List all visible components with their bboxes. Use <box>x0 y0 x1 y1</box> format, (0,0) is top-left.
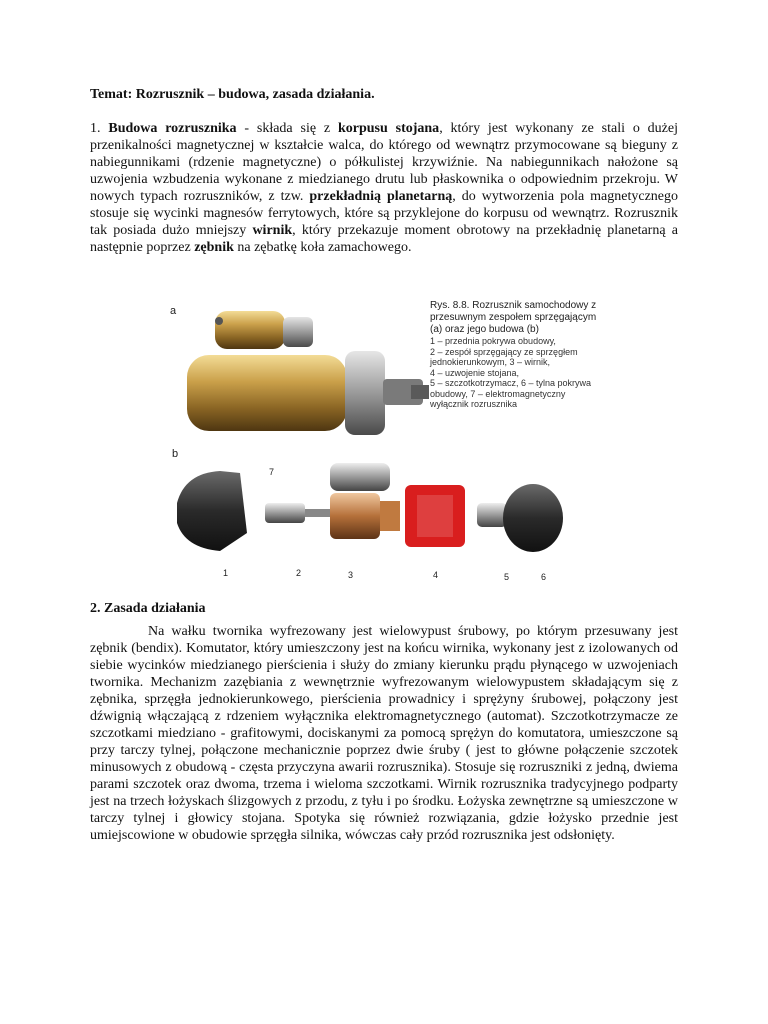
section-2-heading: 2. Zasada działania <box>90 601 206 616</box>
figure-caption <box>430 300 600 410</box>
bold-term: korpusu stojana <box>337 121 440 136</box>
bold-term: przekładnią planetarną <box>309 189 453 204</box>
caption-item: 2 – zespół sprzęgający ze sprzęgłem jednokierunkowym, 3 – wirnik, <box>430 346 578 367</box>
exploded-starter-illustration <box>165 463 585 563</box>
caption-title: Rys. 8.8. Rozrusznik samochodowy z przesuwnym zespołem sprzęgającym (a) oraz jego budowa (b) <box>430 300 597 335</box>
caption-item: 5 – szczotkotrzymacz, 6 – tylna pokrywa obudowy, 7 – elektromagnetyczny wyłącznik rozrusznika <box>430 378 592 409</box>
section-1-number: 1. <box>90 121 109 136</box>
part-number-6: 6 <box>541 572 547 582</box>
text-run: , do wytworzenia pola magnetycznego stosuje się wycinki magnesów ferrytowych, które są przyklejone do korpusu od wewnątrz. Rozrusznik tak posiada dużo mniejszy <box>90 189 679 238</box>
section-1-heading: Budowa rozrusznika <box>108 121 237 136</box>
section-2-paragraph: Na wałku twornika wyfrezowany jest wielowypust śrubowy, po którym przesuwany jest zębnik (bendix). Komutator, który umieszczony jest na końcu wirnika, wykonany jest z izolowanych od siebie wycinków miedzianego pierścienia i służy do zmiany kierunku prądu płynącego w uzwojeniach twornika. Mechanizm zazębiania z wewnętrznie wyfrezowanym wielowypustem składającym się z zębnika, sprzęgła jednokierunkowego, pierścienia prowadnicy i sprężyny śrubowej, połączony jest dźwignią włączającą z rdzeniem wyłącznika elektromagnetycznego (automat). Szczotkotrzymacze ze szczotkami miedziano - grafitowymi, dociskanymi za pomocą sprężyn do komutatora, umieszczone są przy tarczy tylnej, połączone mechanicznie poprzez dwie śruby ( jest to główne połączenie szczotek minusowych z obudową - częsta przyczyna awarii rozrusznika). Stosuje się rozruszniki z jedną, dwiema parami szczotek oraz dwoma, trzema i wieloma szczotkami. Wirnik rozrusznika tradycyjnego podparty jest na trzech łożyskach ślizgowych z przodu, z tyłu i po środku. Łożyska zewnętrzne są umieszczone w tarczy tylnej i głowicy stojana. Spotyka się również rozwiązania, gdzie łożysko przednie jest umiejscowione w obudowie sprzęgła silnika, wówczas cały przód rozrusznika jest odsłonięty. <box>90 624 678 843</box>
text-run: , który przekazuje moment obrotowy na przekładnię planetarną a następnie poprzez <box>90 223 678 255</box>
part-number-7: 7 <box>269 467 275 477</box>
starter-figure <box>165 295 595 590</box>
caption-item: 1 – przednia pokrywa obudowy, <box>430 336 556 346</box>
figure-label-b: b <box>172 448 179 460</box>
section-1-paragraph <box>90 120 678 256</box>
part-number-2: 2 <box>296 568 302 578</box>
text-run: na zębatkę koła zamachowego. <box>233 240 412 255</box>
part-number-1: 1 <box>223 568 229 578</box>
text-run: - składa się z <box>236 121 338 136</box>
part-number-4: 4 <box>433 570 439 580</box>
bold-term: wirnik <box>252 223 293 238</box>
text-run: , który jest wykonany ze stali o dużej przenikalności magnetycznej w kształcie walca, do którego od wewnątrz przymocowane są bieguny z nabiegunnikami (rdzenie magnetyczne) o półkulistej krzywiźnie. Na nabiegunnikach nałożone są uzwojenia wzbudzenia wykonane z miedzianego drutu lub płaskownika o odpowiednim przekroju. W nowych typach rozruszników, z tzw. <box>90 121 679 204</box>
caption-item: 4 – uzwojenie stojana, <box>430 367 520 378</box>
assembled-starter-illustration <box>175 305 435 455</box>
figure-label-a: a <box>170 305 177 317</box>
document-title: Temat: Rozrusznik – budowa, zasada działania. <box>90 87 375 102</box>
part-number-3: 3 <box>348 570 354 580</box>
part-number-5: 5 <box>504 572 510 582</box>
bold-term: zębnik <box>194 240 234 255</box>
